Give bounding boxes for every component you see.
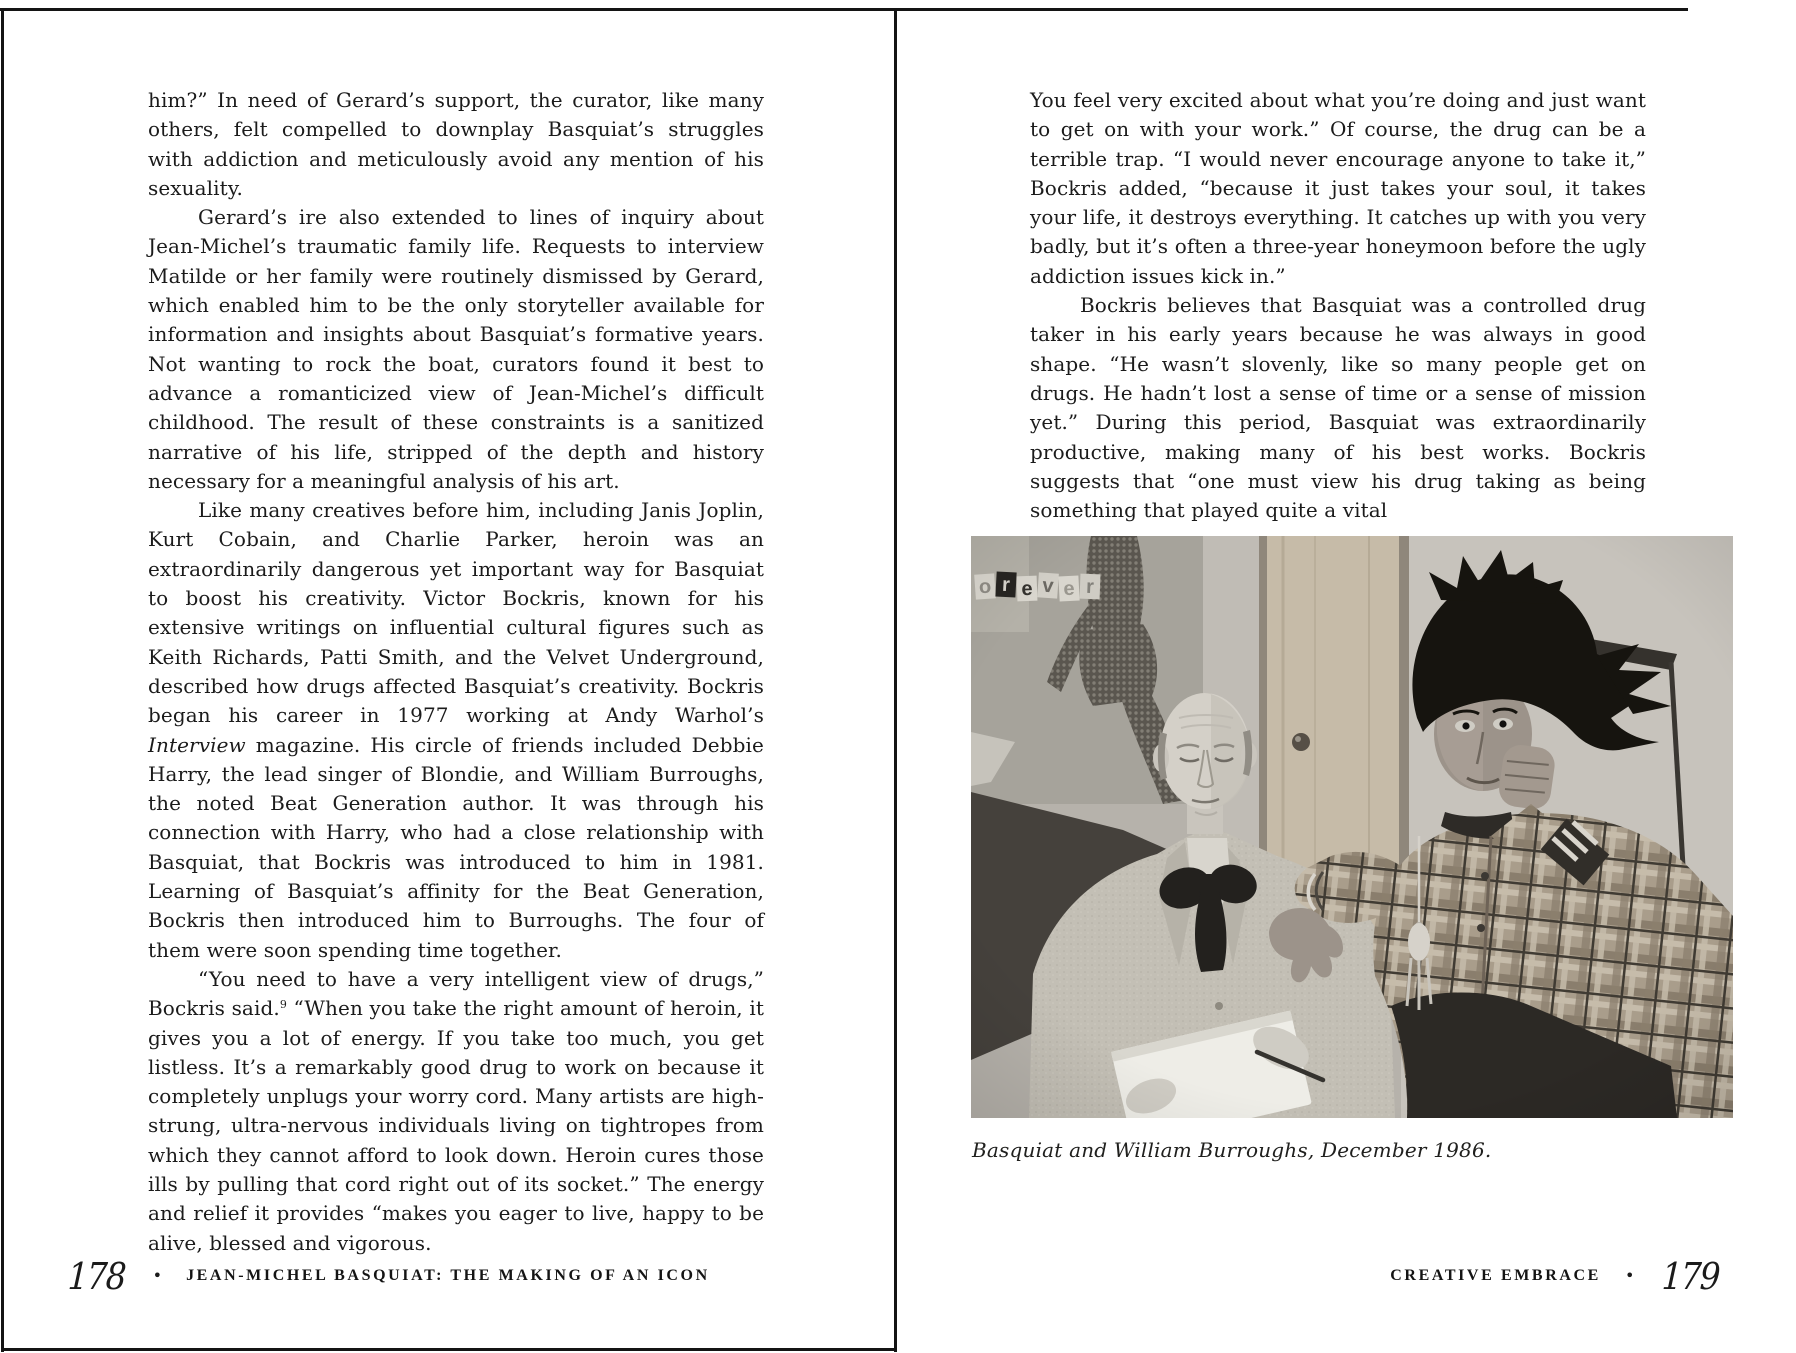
page-number: 179 — [1661, 1254, 1721, 1298]
photograph-basquiat-and-burroughs — [971, 536, 1733, 1118]
right-page-footer — [1390, 1252, 1723, 1300]
paragraph-text: “You need to have a very intelligent view of drugs,” Bockris said. — [148, 966, 764, 1021]
paragraph: You feel very excited about what you’re doing and just want to get on with your work.” Of course, the drug can be a terrible trap. “I would never encourage anyone to take it,” Bockris added, “because it just takes your soul, it takes your life, it destroys everything. It catches up with you very badly, but it’s often a three-year honeymoon before the ugly addiction issues kick in.” — [1030, 88, 1646, 288]
page-border-left — [1, 8, 4, 1352]
paragraph-text: Like many creatives before him, including Janis Joplin, Kurt Cobain, and Charlie Parker, heroin was an extraordinarily dangerous yet important way for Basquiat to boost his creativity. Victor Bockris, known for his extensive writings on influential cultural figures such as Keith Richards, Patti Smith, and the Velvet Underground, described how drugs affected Basquiat’s creativity. Bockris began his career in 1977 working at Andy Warhol’s — [148, 498, 764, 728]
photo-illustration — [971, 536, 1733, 1118]
paragraph — [148, 965, 764, 1258]
footer-bullet: • — [152, 1266, 163, 1285]
paragraph-text: “When you take the right amount of heroin, it gives you a lot of energy. If you take too much, you get listless. It’s a remarkably good drug to work on because it completely unplugs your worry cord. Many artists are high-strung, ultra-nervous individuals living on tightropes from which they cannot afford to look down. Heroin cures those ills by pulling that cord right out of its socket.” The energy and relief it provides “makes you eager to live, happy to be alive, blessed and vigorous. — [148, 996, 764, 1255]
paragraph — [148, 496, 764, 965]
page-gutter-divider — [894, 8, 897, 1352]
paragraph-text: magazine. His circle of friends included Debbie Harry, the lead singer of Blondie, and William Burroughs, the noted Beat Generation author. It was through his connection with Harry, who had a close relationship with Basquiat, that Bockris was introduced to him in 1981. Learning of Basquiat’s affinity for the Beat Generation, Bockris then introduced him to Burroughs. The four of them were soon spending time together. — [148, 732, 764, 962]
page-border-bottom-left — [1, 1348, 897, 1351]
chapter-title-running-head: CREATIVE EMBRACE — [1390, 1267, 1601, 1284]
right-page-text-column — [1030, 86, 1646, 525]
left-page-footer — [64, 1252, 710, 1300]
paragraph: Bockris believes that Basquiat was a controlled drug taker in his early years because he was always in good shape. “He wasn’t slovenly, like so many people get on drugs. He hadn’t lost a sense of time or a sense of mission yet.” During this period, Basquiat was extraordinarily productive, making many of his best works. Bockris suggests that “one must view his drug taking as being something that played quite a vital — [1030, 293, 1646, 523]
footer-bullet: • — [1624, 1266, 1635, 1285]
magazine-title-italic: Interview — [148, 732, 246, 757]
footnote-marker: 9 — [279, 998, 287, 1012]
left-page-text-column — [148, 86, 764, 1258]
paragraph: Gerard’s ire also extended to lines of inquiry about Jean-Michel’s traumatic family life. Requests to interview Matilde or her family were routinely dismissed by Gerard, which enabled him to be the only storyteller available for information and insights about Basquiat’s formative years. Not wanting to rock the boat, curators found it best to advance a romanticized view of Jean-Michel’s difficult childhood. The result of these constraints is a sanitized narrative of his life, stripped of the depth and history necessary for a meaningful analysis of his art. — [148, 205, 764, 493]
book-title-running-head: JEAN-MICHEL BASQUIAT: THE MAKING OF AN ICON — [186, 1267, 710, 1284]
photo-caption: Basquiat and William Burroughs, December 1986. — [972, 1138, 1492, 1162]
paragraph: him?” In need of Gerard’s support, the curator, like many others, felt compelled to downplay Basquiat’s struggles with addiction and meticulously avoid any mention of his sexuality. — [148, 88, 764, 200]
page-border-top — [0, 8, 1688, 11]
page-number: 178 — [66, 1254, 126, 1298]
